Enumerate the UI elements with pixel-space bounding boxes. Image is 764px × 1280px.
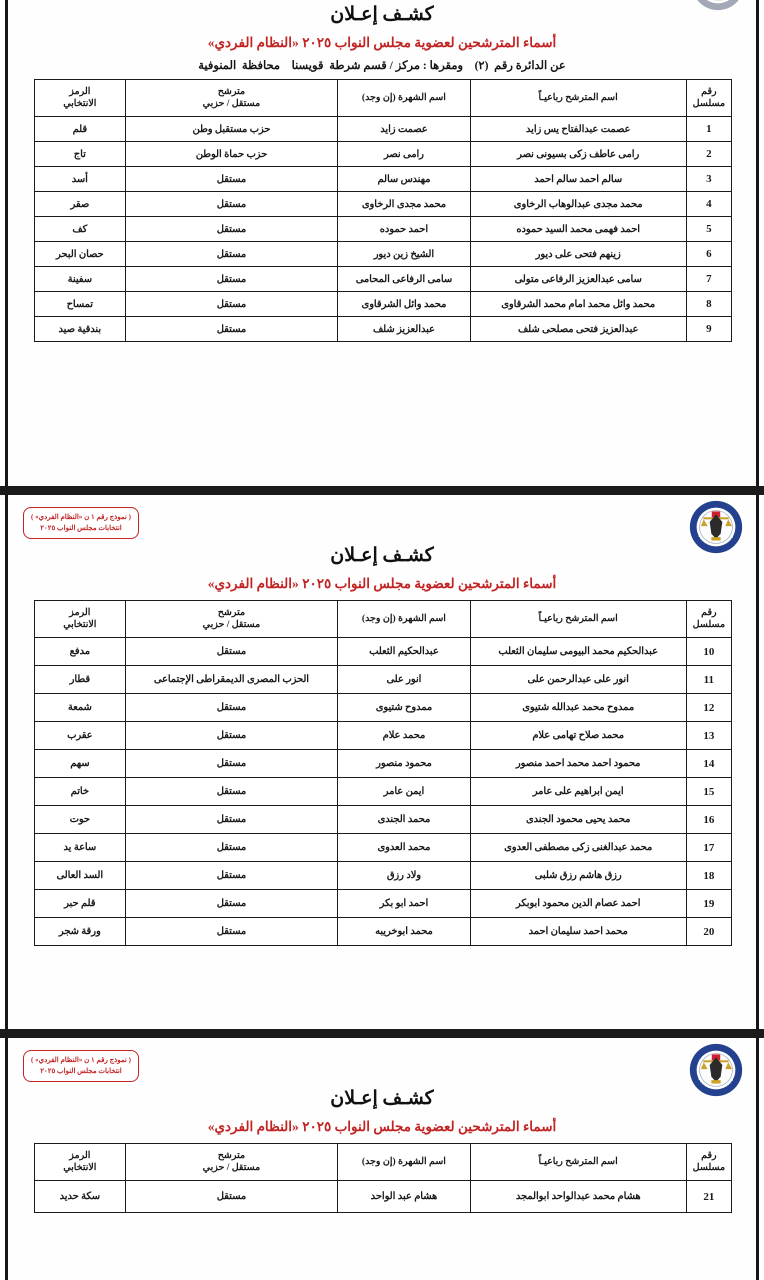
col-header-symbol-line1: الرمز — [69, 607, 91, 618]
candidate-row — [35, 918, 732, 946]
candidate-row — [35, 142, 732, 167]
electoral-symbol-cell: قطار — [35, 666, 126, 694]
shohra-cell: عبدالعزيز شلف — [338, 317, 470, 342]
serial-number-cell: 16 — [686, 806, 731, 834]
affiliation-cell: مستقل — [125, 862, 338, 890]
serial-number-cell: 4 — [686, 192, 731, 217]
form-number-line1: ( نموذج رقم ١ ن «النظام الفردي» ) — [31, 1056, 131, 1064]
col-header-affiliation — [125, 601, 338, 638]
candidate-name-cell: محمد احمد سليمان احمد — [470, 918, 686, 946]
affiliation-cell: مستقل — [125, 890, 338, 918]
col-header-symbol-line1: الرمز — [69, 1150, 91, 1161]
col-header-serial-line2: مسلسل — [692, 1163, 726, 1173]
shohra-cell: محمد وائل الشرقاوى — [338, 292, 470, 317]
affiliation-cell: مستقل — [125, 638, 338, 666]
serial-number-cell: 2 — [686, 142, 731, 167]
electoral-symbol-cell: تاج — [35, 142, 126, 167]
candidate-row — [35, 666, 732, 694]
col-header-shohra: اسم الشهرة (إن وجد) — [338, 601, 470, 638]
col-header-affiliation-line2: مستقل / حزبي — [202, 620, 261, 630]
shohra-cell: ولاد رزق — [338, 862, 470, 890]
candidate-name-cell: عصمت عبدالفتاح يس زايد — [470, 117, 686, 142]
electoral-symbol-cell: حوت — [35, 806, 126, 834]
candidate-row — [35, 638, 732, 666]
shohra-cell: هشام عبد الواحد — [338, 1181, 470, 1213]
col-header-affiliation-line1: مترشح — [217, 86, 246, 97]
affiliation-cell: مستقل — [125, 217, 338, 242]
affiliation-cell: مستقل — [125, 242, 338, 267]
col-header-affiliation — [125, 1144, 338, 1181]
affiliation-cell: مستقل — [125, 317, 338, 342]
col-header-affiliation-line2: مستقل / حزبي — [202, 99, 261, 109]
page-separator — [0, 486, 764, 495]
serial-number-cell: 19 — [686, 890, 731, 918]
district-line: عن الدائرة رقم (٢) ومقرها : مركز / قسم شرطة قويسنا محافظة المنوفية — [198, 60, 566, 72]
candidate-row — [35, 694, 732, 722]
candidate-name-cell: عبدالعزيز فتحى مصلحى شلف — [470, 317, 686, 342]
election-authority-seal-icon — [689, 500, 743, 554]
candidate-name-cell: احمد فهمى محمد السيد حموده — [470, 217, 686, 242]
candidate-name-cell: محمد وائل محمد امام محمد الشرقاوى — [470, 292, 686, 317]
affiliation-cell: مستقل — [125, 694, 338, 722]
serial-number-cell: 10 — [686, 638, 731, 666]
electoral-symbol-cell: سفينة — [35, 267, 126, 292]
page-subtitle: أسماء المترشحين لعضوية مجلس النواب ٢٠٢٥ «النظام الفردي» — [207, 1119, 557, 1134]
serial-number-cell: 21 — [686, 1181, 731, 1213]
candidates-table-page-3 — [34, 1143, 732, 1213]
serial-number-cell: 12 — [686, 694, 731, 722]
candidate-row — [35, 117, 732, 142]
election-authority-seal-icon — [689, 1043, 743, 1097]
serial-number-cell: 18 — [686, 862, 731, 890]
candidate-row — [35, 192, 732, 217]
shohra-cell: محمد ابوخريبه — [338, 918, 470, 946]
col-header-candidate-name: اسم المترشح رباعيـاً — [470, 601, 686, 638]
affiliation-cell: مستقل — [125, 918, 338, 946]
serial-number-cell: 1 — [686, 117, 731, 142]
candidate-name-cell: محمد يحيى محمود الجندى — [470, 806, 686, 834]
page-separator — [0, 1029, 764, 1038]
col-header-symbol-line2: الانتخابي — [63, 620, 97, 630]
col-header-affiliation-line1: مترشح — [217, 1150, 246, 1161]
serial-number-cell: 6 — [686, 242, 731, 267]
electoral-symbol-cell: السد العالى — [35, 862, 126, 890]
candidate-name-cell: محمد مجدى عبدالوهاب الرخاوى — [470, 192, 686, 217]
serial-number-cell: 14 — [686, 750, 731, 778]
candidate-row — [35, 167, 732, 192]
page-title: كشـف إعـلان — [330, 1088, 434, 1109]
candidate-row — [35, 806, 732, 834]
col-header-serial — [686, 80, 731, 117]
col-header-candidate-name: اسم المترشح رباعيـاً — [470, 1144, 686, 1181]
shohra-cell: محمد مجدى الرخاوى — [338, 192, 470, 217]
candidate-name-cell: زينهم فتحى على ديور — [470, 242, 686, 267]
candidates-table-page-1 — [34, 79, 732, 342]
electoral-symbol-cell: سكة حديد — [35, 1181, 126, 1213]
candidate-name-cell: انور على عبدالرحمن على — [470, 666, 686, 694]
col-header-serial-line1: رقم — [701, 1150, 717, 1161]
col-header-serial-line2: مسلسل — [692, 620, 726, 630]
col-header-candidate-name: اسم المترشح رباعيـاً — [470, 80, 686, 117]
col-header-affiliation-line1: مترشح — [217, 607, 246, 618]
shohra-cell: احمد ابو بكر — [338, 890, 470, 918]
col-header-affiliation-line2: مستقل / حزبي — [202, 1163, 261, 1173]
affiliation-cell: مستقل — [125, 192, 338, 217]
serial-number-cell: 7 — [686, 267, 731, 292]
affiliation-cell: مستقل — [125, 806, 338, 834]
candidate-row — [35, 862, 732, 890]
electoral-symbol-cell: صقر — [35, 192, 126, 217]
electoral-symbol-cell: سهم — [35, 750, 126, 778]
col-header-affiliation — [125, 80, 338, 117]
col-header-shohra: اسم الشهرة (إن وجد) — [338, 1144, 470, 1181]
candidate-name-cell: هشام محمد عبدالواحد ابوالمجد — [470, 1181, 686, 1213]
election-authority-seal-icon — [691, 0, 745, 11]
col-header-serial — [686, 601, 731, 638]
electoral-symbol-cell: مدفع — [35, 638, 126, 666]
candidate-row — [35, 267, 732, 292]
candidate-row — [35, 778, 732, 806]
serial-number-cell: 13 — [686, 722, 731, 750]
candidate-row — [35, 242, 732, 267]
affiliation-cell: مستقل — [125, 292, 338, 317]
electoral-symbol-cell: ورقة شجر — [35, 918, 126, 946]
affiliation-cell: مستقل — [125, 167, 338, 192]
affiliation-cell: حزب مستقبل وطن — [125, 117, 338, 142]
col-header-symbol — [35, 1144, 126, 1181]
col-header-symbol-line2: الانتخابي — [63, 1163, 97, 1173]
col-header-serial-line2: مسلسل — [692, 99, 726, 109]
candidate-row — [35, 1181, 732, 1213]
col-header-symbol — [35, 80, 126, 117]
shohra-cell: مهندس سالم — [338, 167, 470, 192]
serial-number-cell: 17 — [686, 834, 731, 862]
candidate-name-cell: رزق هاشم رزق شلبى — [470, 862, 686, 890]
document-page-1 — [5, 0, 759, 486]
affiliation-cell: مستقل — [125, 750, 338, 778]
shohra-cell: سامى الرفاعى المحامى — [338, 267, 470, 292]
affiliation-cell: مستقل — [125, 722, 338, 750]
shohra-cell: انور على — [338, 666, 470, 694]
shohra-cell: عصمت زايد — [338, 117, 470, 142]
affiliation-cell: مستقل — [125, 267, 338, 292]
candidate-name-cell: سامى عبدالعزيز الرفاعى متولى — [470, 267, 686, 292]
electoral-symbol-cell: خاتم — [35, 778, 126, 806]
candidates-table-page-2 — [34, 600, 732, 946]
shohra-cell: الشيخ زين ديور — [338, 242, 470, 267]
col-header-serial-line1: رقم — [701, 86, 717, 97]
affiliation-cell: مستقل — [125, 834, 338, 862]
candidate-name-cell: محمد صلاح تهامى علام — [470, 722, 686, 750]
electoral-symbol-cell: عقرب — [35, 722, 126, 750]
col-header-symbol — [35, 601, 126, 638]
candidate-row — [35, 317, 732, 342]
candidate-name-cell: سالم احمد سالم احمد — [470, 167, 686, 192]
serial-number-cell: 9 — [686, 317, 731, 342]
shohra-cell: محمود منصور — [338, 750, 470, 778]
candidate-row — [35, 834, 732, 862]
electoral-symbol-cell: بندقية صيد — [35, 317, 126, 342]
candidate-row — [35, 750, 732, 778]
serial-number-cell: 8 — [686, 292, 731, 317]
electoral-symbol-cell: ساعة يد — [35, 834, 126, 862]
form-number-line2: انتخابات مجلس النواب ٢٠٢٥ — [40, 524, 122, 533]
candidate-name-cell: محمد عبدالغنى زكى مصطفى العدوى — [470, 834, 686, 862]
col-header-symbol-line2: الانتخابي — [63, 99, 97, 109]
shohra-cell: احمد حموده — [338, 217, 470, 242]
candidate-name-cell: احمد عصام الدين محمود ابوبكر — [470, 890, 686, 918]
candidate-name-cell: عبدالحكيم محمد البيومى سليمان الثعلب — [470, 638, 686, 666]
electoral-symbol-cell: كف — [35, 217, 126, 242]
candidate-name-cell: محمود احمد محمد احمد منصور — [470, 750, 686, 778]
shohra-cell: عبدالحكيم الثعلب — [338, 638, 470, 666]
affiliation-cell: حزب حماة الوطن — [125, 142, 338, 167]
affiliation-cell: مستقل — [125, 778, 338, 806]
candidate-name-cell: رامى عاطف زكى بسيونى نصر — [470, 142, 686, 167]
shohra-cell: ايمن عامر — [338, 778, 470, 806]
serial-number-cell: 11 — [686, 666, 731, 694]
electoral-symbol-cell: حصان البحر — [35, 242, 126, 267]
shohra-cell: محمد علام — [338, 722, 470, 750]
candidate-row — [35, 292, 732, 317]
electoral-symbol-cell: قلم — [35, 117, 126, 142]
form-number-box — [23, 507, 139, 539]
candidate-row — [35, 722, 732, 750]
electoral-symbol-cell: أسد — [35, 167, 126, 192]
shohra-cell: رامى نصر — [338, 142, 470, 167]
table-header-row — [35, 601, 732, 638]
electoral-symbol-cell: شمعة — [35, 694, 126, 722]
page-title: كشـف إعـلان — [330, 4, 434, 25]
table-header-row — [35, 80, 732, 117]
document-page-2 — [5, 495, 759, 1029]
affiliation-cell: الحزب المصرى الديمقراطى الإجتماعى — [125, 666, 338, 694]
form-number-line2: انتخابات مجلس النواب ٢٠٢٥ — [40, 1067, 122, 1076]
col-header-shohra: اسم الشهرة (إن وجد) — [338, 80, 470, 117]
serial-number-cell: 15 — [686, 778, 731, 806]
serial-number-cell: 5 — [686, 217, 731, 242]
col-header-symbol-line1: الرمز — [69, 86, 91, 97]
affiliation-cell: مستقل — [125, 1181, 338, 1213]
page-subtitle: أسماء المترشحين لعضوية مجلس النواب ٢٠٢٥ «النظام الفردي» — [207, 35, 557, 50]
col-header-serial — [686, 1144, 731, 1181]
col-header-serial-line1: رقم — [701, 607, 717, 618]
page-title: كشـف إعـلان — [330, 545, 434, 566]
candidate-name-cell: ممدوح محمد عبدالله شتيوى — [470, 694, 686, 722]
shohra-cell: ممدوح شتيوى — [338, 694, 470, 722]
shohra-cell: محمد الجندى — [338, 806, 470, 834]
candidate-name-cell: ايمن ابراهيم على عامر — [470, 778, 686, 806]
shohra-cell: محمد العدوى — [338, 834, 470, 862]
form-number-box — [23, 1050, 139, 1082]
page-subtitle: أسماء المترشحين لعضوية مجلس النواب ٢٠٢٥ «النظام الفردي» — [207, 576, 557, 591]
table-header-row — [35, 1144, 732, 1181]
serial-number-cell: 3 — [686, 167, 731, 192]
electoral-symbol-cell: تمساح — [35, 292, 126, 317]
candidate-row — [35, 890, 732, 918]
form-number-line1: ( نموذج رقم ١ ن «النظام الفردي» ) — [31, 513, 131, 521]
electoral-symbol-cell: قلم حبر — [35, 890, 126, 918]
serial-number-cell: 20 — [686, 918, 731, 946]
document-page-3 — [5, 1038, 759, 1280]
candidate-row — [35, 217, 732, 242]
